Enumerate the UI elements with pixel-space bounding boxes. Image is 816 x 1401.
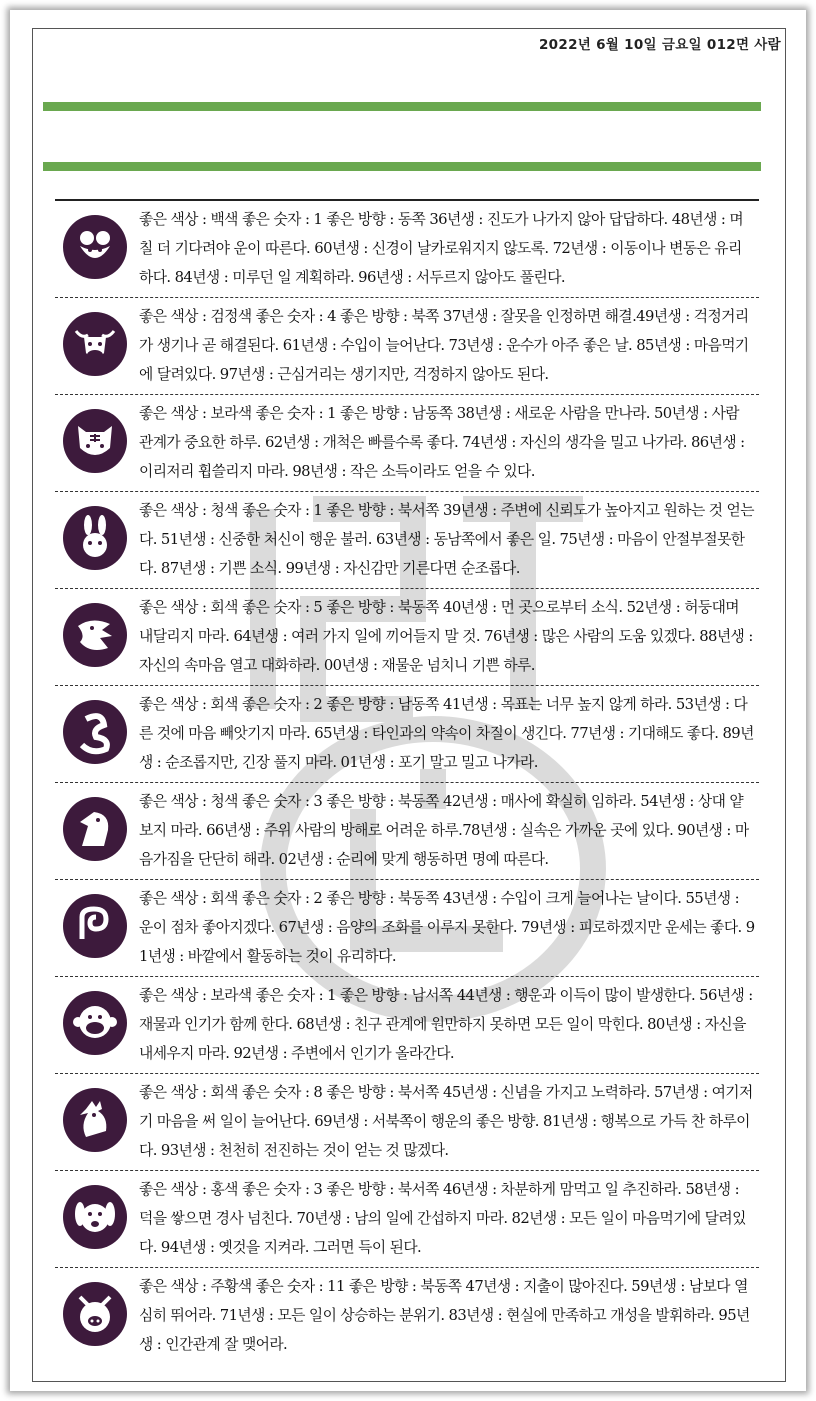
monkey-icon — [63, 991, 127, 1055]
dragon-icon — [63, 603, 127, 667]
fortune-entry-ox — [55, 298, 759, 395]
fortune-text: 좋은 색상 : 주황색 좋은 숫자 : 11 좋은 방향 : 북동쪽 47년생 : 지출이 많아진다. 59년생 : 남보다 열심히 뛰어라. 71년생 : 모든 일이 상승하는 분위기. 83년생 : 현실에 만족하고 개성을 발휘하라. 95년생 : 인간관계 잘 맺어라. — [139, 1278, 750, 1353]
fortune-text: 좋은 색상 : 회색 좋은 숫자 : 8 좋은 방향 : 북서쪽 45년생 : 신념을 가지고 노력하라. 57년생 : 여기저기 마음을 써 일이 늘어난다. 69년생 : 서북쪽이 행운의 좋은 방향. 81년생 : 행복으로 가득 찬 하루이다. 93년생 : 천천히 전진하는 것이 얻는 것 많겠다. — [139, 1084, 753, 1159]
fortune-text: 좋은 색상 : 회색 좋은 숫자 : 5 좋은 방향 : 북동쪽 40년생 : 먼 곳으로부터 소식. 52년생 : 허둥대며 내달리지 마라. 64년생 : 여러 가지 일에 끼어들지 말 것. 76년생 : 많은 사람의 도움 있겠다. 88년생 : 자신의 속마음 열고 대화하라. 00년생 : 재물운 넘치니 기쁜 하루. — [139, 599, 753, 674]
snake-icon — [63, 700, 127, 764]
fortune-entry-monkey — [55, 977, 759, 1074]
tiger-icon — [63, 409, 127, 473]
fortune-entry-pig — [55, 1268, 759, 1364]
dateline: 2022년 6월 10일 금요일 012면 사람 — [538, 37, 781, 53]
fortune-entry-tiger — [55, 395, 759, 492]
rooster-icon — [63, 1088, 127, 1152]
fortune-text: 좋은 색상 : 청색 좋은 숫자 : 1 좋은 방향 : 북서쪽 39년생 : 주변에 신뢰도가 높아지고 원하는 것 얻는다. 51년생 : 신중한 처신이 행운 불러. 63년생 : 동남쪽에서 좋은 일. 75년생 : 마음이 안절부절못한다. 87년생 : 기쁜 소식. 99년생 : 자신감만 기른다면 순조롭다. — [139, 502, 754, 577]
fortune-text: 좋은 색상 : 보라색 좋은 숫자 : 1 좋은 방향 : 남동쪽 38년생 : 새로운 사람을 만나라. 50년생 : 사람 관계가 중요한 하루. 62년생 : 개척은 빠를수록 좋다. 74년생 : 자신의 생각을 밀고 나가라. 86년생 : 이리저리 휩쓸리지 마라. 98년생 : 작은 소득이라도 얻을 수 있다. — [139, 405, 745, 480]
fortune-entry-rabbit — [55, 492, 759, 589]
pig-icon — [63, 1282, 127, 1346]
fortune-text: 좋은 색상 : 보라색 좋은 숫자 : 1 좋은 방향 : 남서쪽 44년생 : 행운과 이득이 많이 발생한다. 56년생 : 재물과 인기가 함께 한다. 68년생 : 친구 관계에 원만하지 못하면 모든 일이 막힌다. 80년생 : 자신을 내세우지 마라. 92년생 : 주변에서 인기가 올라간다. — [139, 987, 753, 1062]
fortune-text: 좋은 색상 : 회색 좋은 숫자 : 2 좋은 방향 : 남동쪽 41년생 : 목표는 너무 높지 않게 하라. 53년생 : 다른 것에 마음 빼앗기지 마라. 65년생 : 타인과의 약속이 차질이 생긴다. 77년생 : 기대해도 좋다. 89년생 : 순조롭지만, 긴장 풀지 마라. 01년생 : 포기 말고 밀고 나가라. — [139, 696, 754, 771]
horse-icon — [63, 797, 127, 861]
fortune-text: 좋은 색상 : 백색 좋은 숫자 : 1 좋은 방향 : 동쪽 36년생 : 진도가 나가지 않아 답답하다. 48년생 : 며칠 더 기다려야 운이 따른다. 60년생 : 신경이 날카로워지지 않도록. 72년생 : 이동이나 변동은 유리하다. 84년생 : 미루던 일 계획하라. 96년생 : 서두르지 않아도 풀린다. — [139, 211, 744, 286]
fortune-list — [55, 201, 759, 1364]
newspaper-clipping — [32, 28, 786, 1382]
rat-icon — [63, 215, 127, 279]
green-rule-top — [43, 102, 761, 111]
fortune-entry-sheep — [55, 880, 759, 977]
fortune-entry-snake — [55, 686, 759, 783]
fortune-entry-dragon — [55, 589, 759, 686]
fortune-entry-rat — [55, 201, 759, 298]
fortune-text: 좋은 색상 : 회색 좋은 숫자 : 2 좋은 방향 : 북동쪽 43년생 : 수입이 크게 늘어나는 날이다. 55년생 : 운이 점차 좋아지겠다. 67년생 : 음양의 조화를 이루지 못한다. 79년생 : 피로하겠지만 운세는 좋다. 91년생 : 바깥에서 활동하는 것이 유리하다. — [139, 890, 755, 965]
dog-icon — [63, 1185, 127, 1249]
fortune-entry-horse — [55, 783, 759, 880]
page-frame — [10, 10, 806, 1391]
fortune-text: 좋은 색상 : 검정색 좋은 숫자 : 4 좋은 방향 : 북쪽 37년생 : 잘못을 인정하면 해결.49년생 : 걱정거리가 생기나 곧 해결된다. 61년생 : 수입이 늘어난다. 73년생 : 운수가 아주 좋은 날. 85년생 : 마음먹기에 달려있다. 97년생 : 근심거리는 생기지만, 걱정하지 않아도 된다. — [139, 308, 749, 383]
green-rule-bottom — [43, 162, 761, 171]
rabbit-icon — [63, 506, 127, 570]
fortune-text: 좋은 색상 : 홍색 좋은 숫자 : 3 좋은 방향 : 북서쪽 46년생 : 차분하게 맘먹고 일 추진하라. 58년생 : 덕을 쌓으면 경사 넘친다. 70년생 : 남의 일에 간섭하지 마라. 82년생 : 모든 일이 마음먹기에 달려있다. 94년생 : 옛것을 지켜라. 그러면 득이 된다. — [139, 1181, 746, 1256]
fortune-entry-rooster — [55, 1074, 759, 1171]
fortune-text: 좋은 색상 : 청색 좋은 숫자 : 3 좋은 방향 : 북동쪽 42년생 : 매사에 확실히 임하라. 54년생 : 상대 얕보지 마라. 66년생 : 주위 사람의 방해로 어려운 하루.78년생 : 실속은 가까운 곳에 있다. 90년생 : 마음가짐을 단단히 해라. 02년생 : 순리에 맞게 행동하면 명예 따른다. — [139, 793, 749, 868]
ox-icon — [63, 312, 127, 376]
sheep-icon — [63, 894, 127, 958]
fortune-entry-dog — [55, 1171, 759, 1268]
